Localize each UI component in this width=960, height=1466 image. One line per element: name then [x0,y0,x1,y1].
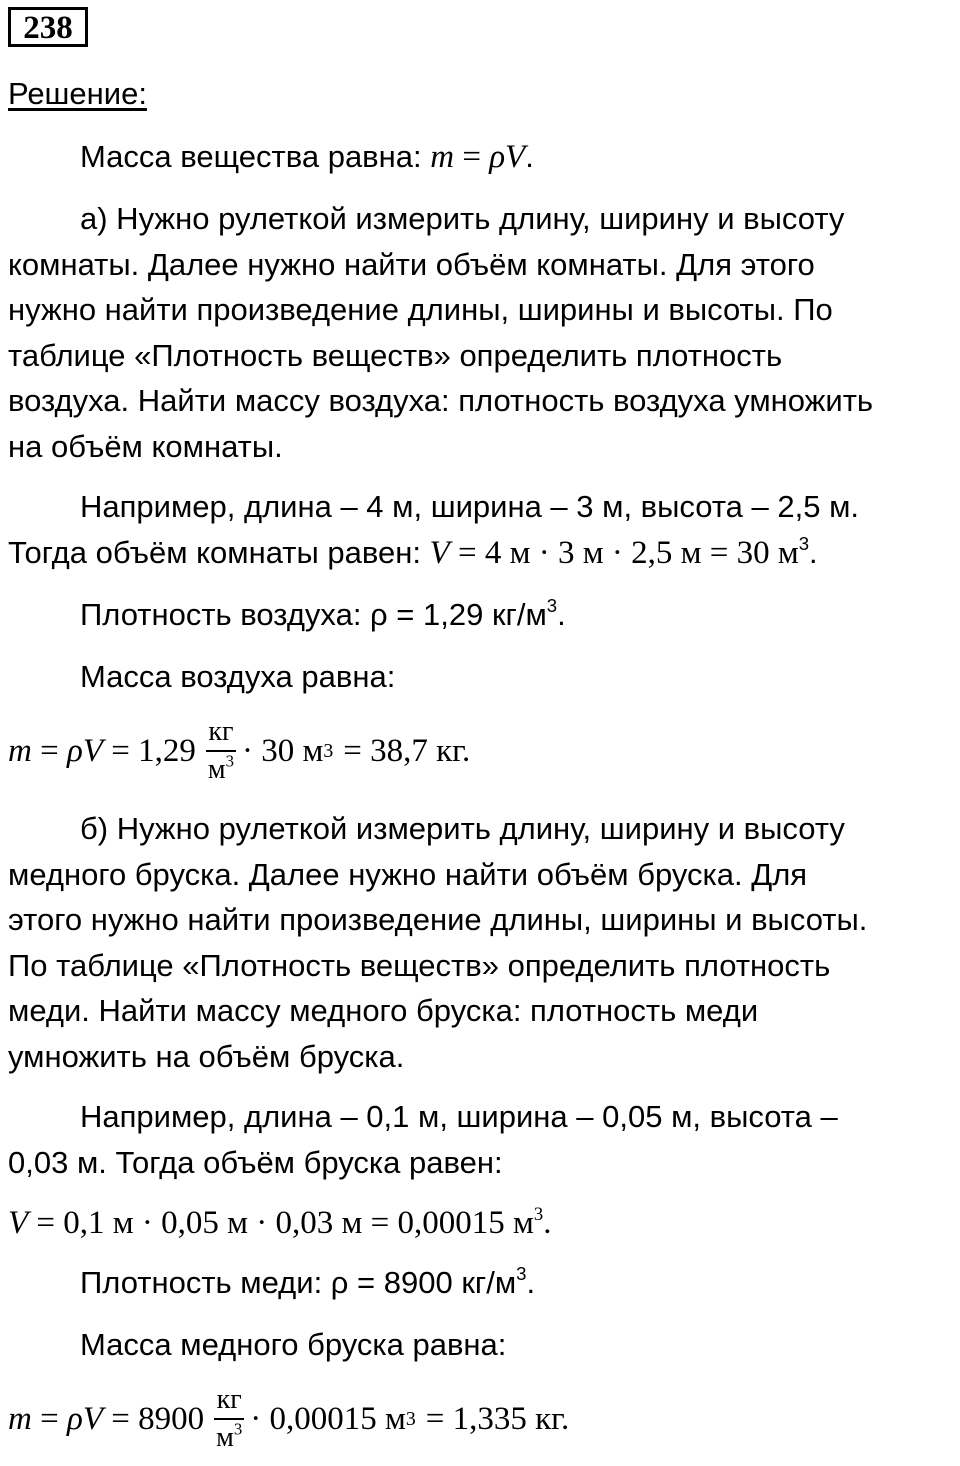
part-a-line: а) Нужно рулеткой измерить длину, ширину и высоту [80,201,845,236]
part-a-paragraph [8,196,952,469]
copper-mass-formula: m = ρV = 8900 $\frac{кг}{м^3}$ · 0,00015 м 3 = 1,335 кг. [8,1384,570,1453]
part-a-example-line: Например, длина – 4 м, ширина – 3 м, высота – 2,5 м. [80,489,860,524]
air-density: Плотность воздуха: ρ = 1,29 $кг/м^3$. [80,594,566,632]
part-b-example-line: 0,03 м. Тогда объём бруска равен: [8,1144,503,1180]
part-b-line: б) Нужно рулеткой измерить длину, ширину и высоту [80,811,845,846]
part-b-line: умножить на объём бруска. [8,1038,405,1074]
problem-number: 238 [8,7,88,47]
intro-text: Масса вещества равна: [80,139,431,174]
part-b-example [8,1094,952,1185]
air-mass-formula: m = ρV = 1,29 $\frac{кг}{м^3}$ · 30 м 3 = 38,7 кг. [8,716,471,785]
part-a-line: воздуха. Найти массу воздуха: плотность воздуха умножить [8,383,874,418]
part-a-line: на объём комнаты. [8,428,283,464]
part-a-line: таблице «Плотность веществ» определить плотность [8,337,783,373]
fraction: $\frac{кг}{м^3}$ [216,1384,243,1453]
part-b-line: этого нужно найти произведение длины, ширины и высоты. [8,902,868,937]
copper-mass-label: Масса медного бруска равна: [80,1327,507,1362]
air-mass-label: Масса воздуха равна: [80,659,396,694]
part-a-line: комнаты. Далее нужно найти объём комнаты. Для этого [8,246,815,282]
fraction: $\frac{кг}{м^3}$ [207,716,234,785]
solution-label: Решение: [8,76,147,111]
part-b-line: По таблице «Плотность веществ» определить плотность [8,947,831,983]
part-a-line: нужно найти произведение длины, ширины и высоты. По [8,292,833,327]
part-a-example: Например, длина – 4 м, ширина – 3 м, высота – 2,5 м. Тогда объём комнаты равен: V = 4 м · 3 м · 2,5 м = 30 $м^3$. [8,484,952,576]
intro-paragraph: Масса вещества равна: m = ρV. [80,139,534,175]
part-b-example-line: Например, длина – 0,1 м, ширина – 0,05 м, высота – [80,1099,838,1134]
part-b-paragraph [8,806,952,1079]
room-volume-formula: V = 4 м · 3 м · 2,5 м = 30 м [429,534,799,571]
part-b-line: меди. Найти массу медного бруска: плотность меди [8,993,759,1028]
intro-formula: m = ρV [430,139,526,175]
part-b-line: медного бруска. Далее нужно найти объём бруска. Для [8,856,808,892]
bar-volume-formula: V = 0,1 м · 0,05 м · 0,03 м = 0,00015 $м^3$. [8,1203,552,1241]
copper-density: Плотность меди: ρ = 8900 $кг/м^3$. [80,1262,536,1300]
